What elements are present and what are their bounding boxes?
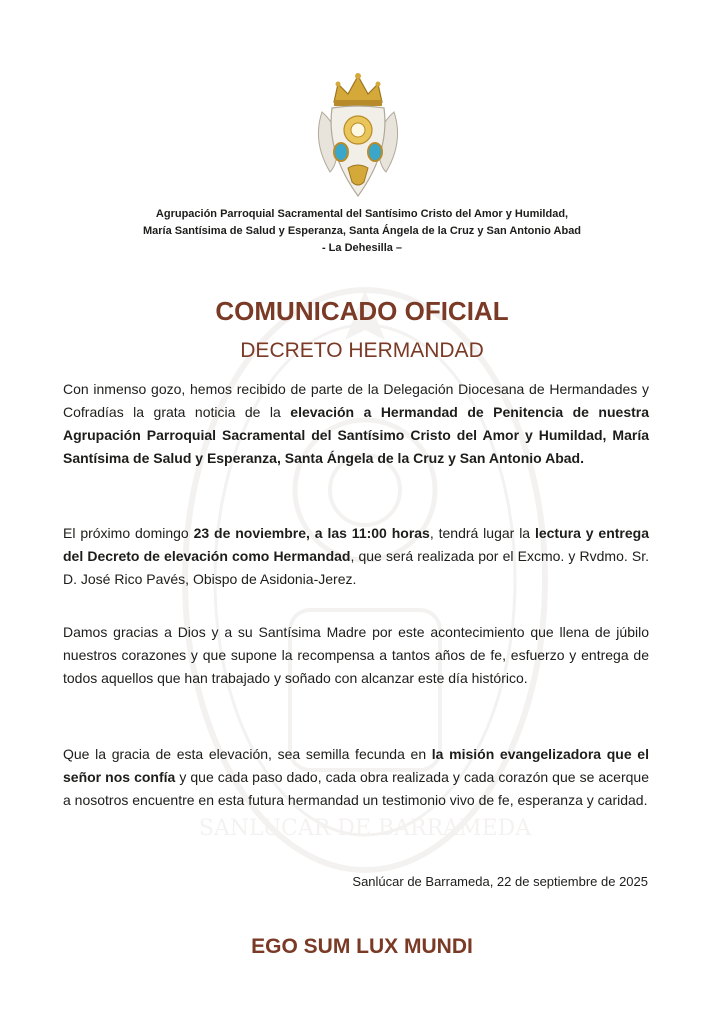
brotherhood-crest-icon [308, 72, 408, 200]
header-line-2: María Santísima de Salud y Esperanza, Santa Ángela de la Cruz y San Antonio Abad [142, 225, 582, 237]
watermark-text: SANLUCAR DE BARRAMEDA [198, 816, 532, 841]
document-subtitle: DECRETO HERMANDAD [240, 339, 484, 362]
paragraph-text: Damos gracias a Dios y a su Santísima Madre por este acontecimiento que llena de júbilo nuestros corazones y que supone la recompensa a tantos años de fe, esfuerzo y entrega de todos aquellos que han trabajado y soñado con alcanzar este día histórico. [63, 624, 649, 686]
paragraph-text: Con inmenso gozo, hemos recibido de parte de la Delegación Diocesana de Hermandades y Cofradías la grata noticia de la [63, 381, 649, 420]
paragraph-gratitude [63, 621, 649, 690]
paragraph-text: El próximo domingo [63, 525, 194, 541]
paragraph-text: , tendrá lugar la [429, 525, 535, 541]
paragraph-bold: la misión evangelizadora que el señor nos confía [63, 746, 649, 785]
brotherhood-header [100, 206, 624, 257]
paragraph-text: , que será realizada por el Excmo. y Rvdmo. Sr. D. José Rico Pavés, Obispo de Asidonia-Jerez. [63, 548, 649, 587]
paragraph-mission [63, 743, 649, 812]
place-date-signature: Sanlúcar de Barrameda, 22 de septiembre de 2025 [352, 874, 648, 889]
paragraph-bold: 23 de noviembre, a las 11:00 horas [193, 525, 430, 541]
document-title: COMUNICADO OFICIAL [215, 296, 509, 326]
header-line-1: Agrupación Parroquial Sacramental del Santísimo Cristo del Amor y Humildad, [155, 208, 569, 220]
paragraph-text: y que cada paso dado, cada obra realizada y cada corazón que se acerque a nosotros encuentre en esta futura hermandad un testimonio vivo de fe, esperanza y caridad. [63, 769, 649, 808]
paragraph-bold: elevación a Hermandad de Penitencia de nuestra Agrupación Parroquial Sacramental del Santísimo Cristo del Amor y Humildad, María Santísima de Salud y Esperanza, Santa Ángela de la Cruz y San Antonio Abad. [63, 404, 650, 466]
paragraph-ceremony [63, 522, 649, 591]
paragraph-bold: lectura y entrega del Decreto de elevación como Hermandad [63, 525, 649, 564]
paragraph-text: Que la gracia de esta elevación, sea semilla fecunda en [63, 746, 432, 762]
header-line-3: - La Dehesilla – [321, 242, 403, 254]
paragraph-announcement [63, 378, 649, 470]
motto: EGO SUM LUX MUNDI [251, 935, 473, 958]
